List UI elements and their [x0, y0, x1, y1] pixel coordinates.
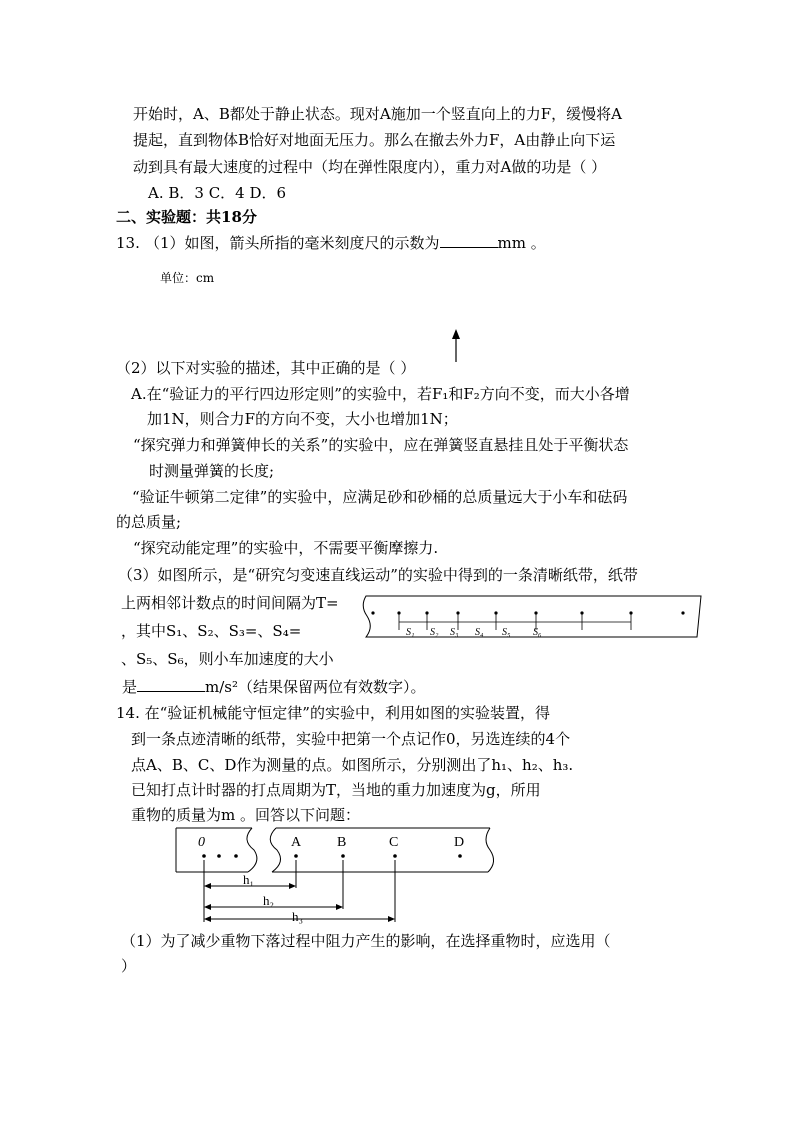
q13-part1-text: （1）如图，箭头所指的毫米刻度尺的示数为 — [145, 234, 440, 252]
q13-option-c-line1: “验证牛顿第二定律”的实验中，应满足砂和砂桶的总质量远大于小车和砝码 — [132, 488, 628, 506]
tape-dot — [294, 854, 298, 858]
q13-number: 13. — [116, 234, 140, 252]
tape-dot — [202, 854, 206, 858]
tape-label-s1: S₁ — [406, 627, 415, 638]
tape-label-s4: S₄ — [475, 627, 484, 638]
q13-part2: （2）以下对实验的描述，其中正确的是（ ） — [116, 359, 416, 377]
q14-line1: 14. 在“验证机械能守恒定律”的实验中，利用如图的实验装置，得 — [116, 704, 550, 722]
height-label-h1: h₁ — [243, 872, 255, 887]
q14-line4: 已知打点计时器的打点周期为T，当地的重力加速度为g，所用 — [131, 781, 541, 799]
tape-q13 — [363, 596, 701, 638]
section-title: 二、实验题：共18分 — [116, 208, 257, 226]
tape-dot — [371, 611, 374, 614]
tape-point-0: 0 — [198, 835, 205, 850]
q13-option-a-line1: A.在“验证力的平行四边形定则”的实验中，若F₁和F₂方向不变，而大小各增 — [131, 385, 630, 403]
height-label-h3: h₃ — [292, 909, 304, 924]
tape-dot — [393, 854, 397, 858]
tape-label-s5: S₅ — [502, 627, 511, 638]
tape-label-s2: S₂ — [430, 627, 439, 638]
q13-part1-unit: mm 。 — [497, 234, 546, 252]
tape-dot — [681, 611, 684, 614]
q14-line5: 重物的质量为m 。回答以下问题： — [131, 806, 360, 824]
q13-option-b-line1: “探究弹力和弹簧伸长的关系”的实验中，应在弹簧竖直悬挂且处于平衡状态 — [133, 436, 629, 454]
tape-label-s3: S₃ — [450, 627, 459, 638]
tape-point-c: C — [389, 835, 399, 850]
q13-option-d: “探究动能定理”的实验中，不需要平衡摩擦力. — [133, 539, 439, 557]
tape-dot — [234, 854, 238, 858]
q12-line2: 提起，直到物体B恰好对地面无压力。那么在撤去外力F，A由静止向下运 — [133, 131, 616, 149]
q13-part3-line5-prefix: 是 — [122, 678, 138, 696]
q13-part3-line4: 、S₅、S₆，则小车加速度的大小 — [121, 650, 334, 668]
q13-part3-line3: ，其中S₁、S₂、S₃=、S₄= — [121, 622, 302, 640]
q13-part3-line5-unit: m/s²（结果保留两位有效数字）。 — [205, 678, 426, 696]
q13-part3-line1: （3）如图所示，是“研究匀变速直线运动”的实验中得到的一条清晰纸带，纸带 — [118, 566, 638, 584]
ruler-arrow — [452, 329, 460, 362]
q13-option-c-line2: 的总质量; — [116, 513, 182, 531]
tape-label-s6: S₆ — [533, 627, 542, 638]
q12-line3: 动到具有最大速度的过程中（均在弹性限度内），重力对A做的功是（ ） — [133, 158, 607, 176]
q14-sub1-line1: （1）为了减少重物下落过程中阻力产生的影响，在选择重物时，应选用（ — [121, 932, 611, 950]
ruler-unit-label: 单位：cm — [160, 271, 215, 285]
height-label-h2: h₂ — [263, 893, 275, 908]
q13-option-a-line2: 加1N，则合力F的方向不变，大小也增加1N； — [147, 410, 458, 428]
tape-point-d: D — [454, 835, 465, 850]
q14-line2: 到一条点迹清晰的纸带，实验中把第一个点记作0，另选连续的4个 — [131, 730, 571, 748]
tape-dot — [341, 854, 345, 858]
tape-dots — [371, 611, 684, 614]
q13-option-b-line2: 时测量弹簧的长度; — [149, 462, 275, 480]
tape-point-b: B — [337, 835, 347, 850]
tape-q14 — [176, 828, 494, 924]
tape-dot — [217, 854, 221, 858]
q12-options: A. B．3 C．4 D．6 — [148, 184, 287, 202]
q14-sub1-line2: ） — [121, 957, 137, 975]
tape-dot — [458, 854, 462, 858]
q12-line1: 开始时，A、B都处于静止状态。现对A施加一个竖直向上的力F，缓慢将A — [133, 105, 622, 123]
q13-part3-line2: 上两相邻计数点的时间间隔为T= — [121, 594, 339, 612]
q14-line3: 点A、B、C、D作为测量的点。如图所示，分别测出了h₁、h₂、h₃. — [131, 756, 574, 774]
tape-point-a: A — [291, 835, 302, 850]
